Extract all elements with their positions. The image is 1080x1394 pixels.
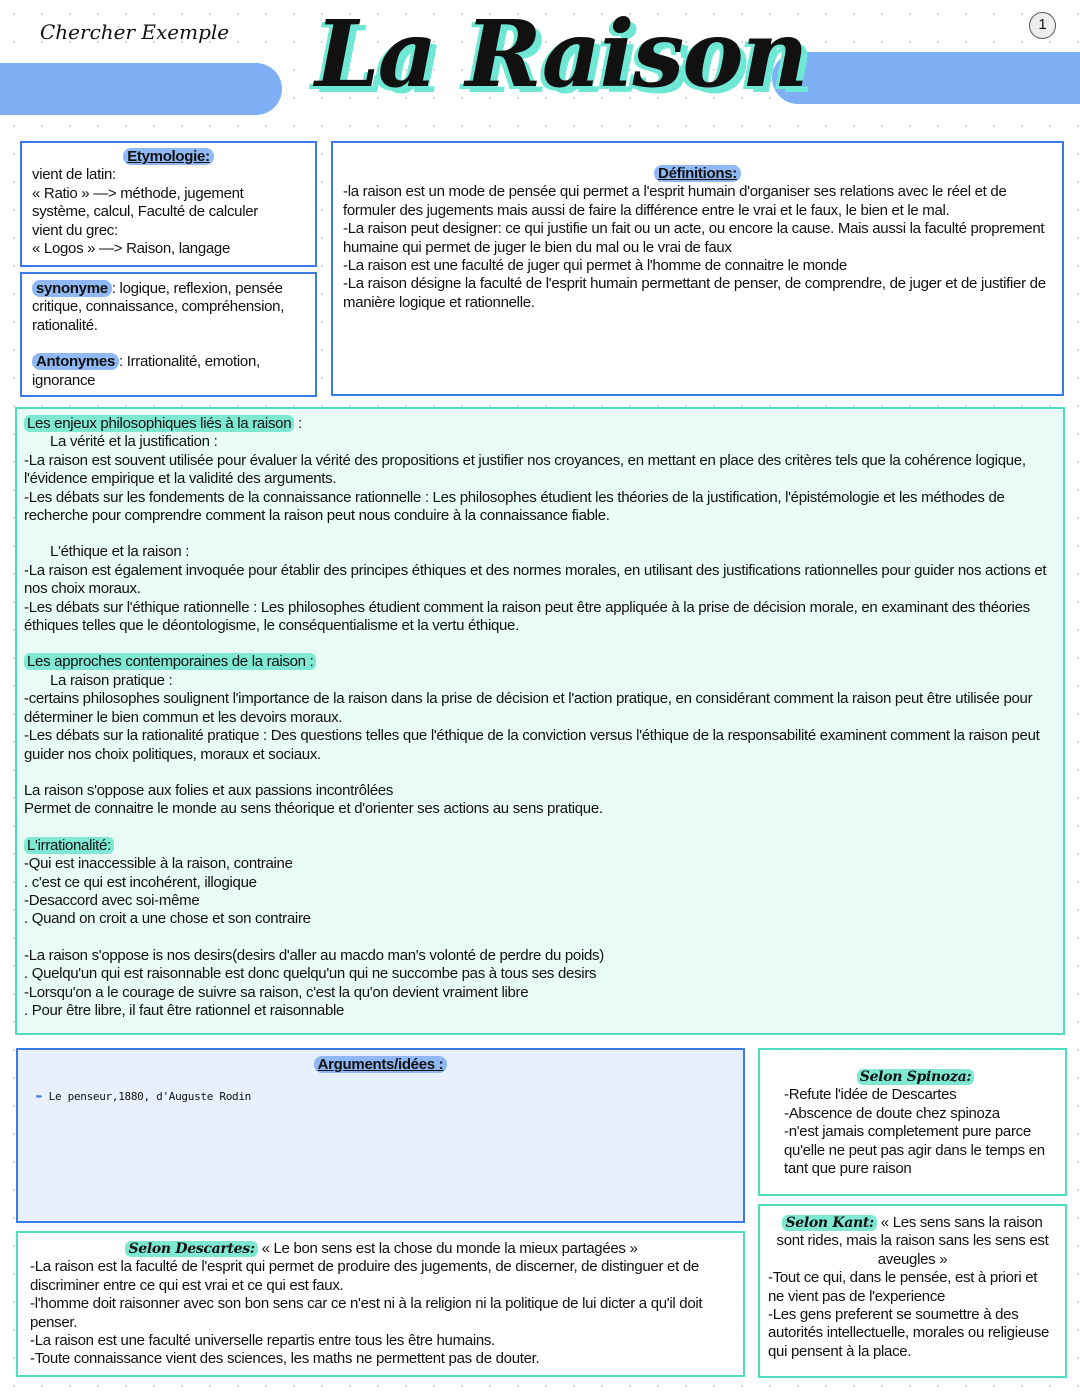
desirs-item: -Lorsqu'on a le courage de suivre sa raison, c'est la qu'on devient vraiment libre: [24, 983, 529, 1001]
synonyms-text: [32, 280, 305, 335]
main-notes-box: Les enjeux philosophiques liés à la raison : La vérité et la justification : -La raison est souvent utilisée pour évaluer la vérité des propositions et justifier nos croyances, en mettant en place des critères tels que la cohérence logique, l'évidence empirique et la validité des arguments. -Les débats sur les fondements de la connaissance rationnelle : Les philosophes étudient les théories de la justification, l'épistémologie et les méthodes de recherche pour comprendre comment la raison peut nous conduire à la connaissance fiable. L'éthique et la raison : -La raison est également invoquée pour établir des principes éthiques et des normes morales, en utilisant des justifications rationnelles pour guider nos actions et nos choix moraux. -Les débats sur l'éthique rationnelle : Les philosophes étudient comment la raison peut être appliquée à la prise de décision morale, en examinant des théories éthiques telles que le déontologisme, le conséquentialisme et la vertu éthique. Les approches contemporaines de la raison : La raison pratique : -certains philosophes soulignent l'importance de la raison dans la prise de décision et l'action pratique, en considérant comment la raison peut être utilisée pour déterminer le bien commun et les devoirs moraux. -Les débats sur la rationalité pratique : Des questions telles que l'éthique de la conviction versus l'éthique de la responsabilité examinent comment la raison peut guider nos choix politiques, moraux et sociaux. La raison s'oppose aux folies et aux passions incontrôlées Permet de connaitre le monde au sens théorique et d'orienter ses actions au sens pratique. L'irrationalité: -Qui est inaccessible à la raison, contraine . c'est ce qui est incohérent, illogique -Desaccord avec soi-même . Quand on croit a une chose et son contraire -La raison s'oppose is nos desirs(desirs d'aller au macdo man's volonté de perdre du poids) . Quelqu'un qui est raisonnable est donc quelqu'un qui ne succombe pas à tous ses desirs -Lorsqu'on a le courage de suivre sa raison, c'est la qu'on devient vraiment libre . Pour être libre, il faut être rationnel et raisonnable: [15, 407, 1065, 1035]
synonyms-box: [20, 272, 317, 397]
antonyms-text: [32, 353, 305, 390]
definition-item: -la raison est un mode de pensée qui permet a l'esprit humain d'organiser ses relations avec le réel et de formuler des jugements mais aussi de faire la différence entre le vrai et le faux, le bien et le mal.: [343, 183, 1007, 219]
definitions-title: Définitions:: [654, 165, 741, 182]
spinoza-item: -Abscence de doute chez spinoza: [784, 1104, 1000, 1122]
spinoza-item: -Refute l'idée de Descartes: [784, 1086, 957, 1104]
definition-item: -La raison peut designer: ce qui justifie un fait ou un acte, ou encore la cause. Mais aussi la faculté proprement humaine qui permet de juger le bien du mal ou le vrai de faux: [343, 220, 1045, 256]
descartes-title: Selon Descartes:: [125, 1241, 257, 1257]
arguments-title: Arguments/idées :: [314, 1056, 448, 1073]
etymology-box: [20, 141, 317, 267]
antonyms-list: : Irrationalité, emotion, ignorance: [32, 353, 260, 389]
descartes-quote: « Le bon sens est la chose du monde la mieux partagées »: [261, 1240, 638, 1257]
header-banner-right: [772, 52, 1080, 104]
descartes-quote-line: [30, 1240, 733, 1258]
definitions-box: [331, 141, 1064, 396]
header-note: Chercher Exemple: [40, 20, 230, 44]
irrationalite-title: L'irrationalité:: [24, 837, 114, 854]
kant-item: -Les gens preferent se soumettre à des autorités intellectuelle, morales ou religieuse qui pensent à la place.: [768, 1306, 1050, 1360]
arguments-item: [28, 1088, 733, 1106]
antonyms-label: Antonymes: [32, 353, 119, 370]
spinoza-title: Selon Spinoza:: [857, 1069, 974, 1085]
enjeux-item: -La raison est souvent utilisée pour évaluer la vérité des propositions et justifier nos croyances, en mettant en place des critères tels que la cohérence logique, l'évidence empirique et la validité des arguments.: [24, 451, 1026, 488]
header-banner-left: [0, 63, 282, 115]
desirs-item: . Quelqu'un qui est raisonnable est donc quelqu'un qui ne succombe pas à tous ses desirs: [24, 965, 597, 983]
approches-bullet: La raison pratique :: [50, 671, 173, 689]
page-number: 1: [1029, 12, 1056, 39]
approches-title: Les approches contemporaines de la raison :: [24, 653, 316, 670]
etymology-line: vient du grec:: [32, 221, 118, 239]
page-title: La Raison: [315, 0, 807, 108]
oppose-line: Permet de connaitre le monde au sens théorique et d'orienter ses actions au sens pratique.: [24, 800, 603, 818]
kant-item: -Tout ce qui, dans le pensée, est à priori et ne vient pas de l'experience: [768, 1269, 1038, 1305]
kant-quote: « Les sens sans la raison sont rides, mais la raison sans les sens est aveugles »: [776, 1214, 1049, 1268]
enjeux-title: Les enjeux philosophiques liés à la raison: [24, 415, 294, 432]
approches-item: -Les débats sur la rationalité pratique : Des questions telles que l'éthique de la conviction versus l'éthique de la responsabilité examinent comment la raison peut guider nos choix politiques, moraux et sociaux.: [24, 727, 1040, 763]
arrow-icon: ➨: [36, 1090, 49, 1104]
etymology-line: système, calcul, Faculté de calculer: [32, 203, 258, 221]
enjeux-bullet-2: L'éthique et la raison :: [50, 543, 190, 561]
desirs-item: -La raison s'oppose is nos desirs(desirs d'aller au macdo man's volonté de perdre du poids): [24, 946, 604, 964]
descartes-item: -La raison est la faculté de l'esprit qui permet de produire des jugements, de discerner, de distinguer et de discriminer entre ce qui est vrai et ce qui est faux.: [30, 1258, 699, 1294]
etymology-title: Etymologie:: [123, 148, 214, 165]
spinoza-item: -n'est jamais completement pure parce qu'elle ne peut pas agir dans le temps en tant que pure raison: [784, 1123, 1045, 1178]
arguments-item-text: Le penseur,1880, d'Auguste Rodin: [48, 1090, 251, 1104]
descartes-item: -l'homme doit raisonner avec son bon sens car ce n'est ni à la religion ni la politique de lui dicter a qu'il doit penser.: [30, 1295, 703, 1331]
desirs-item: . Pour être libre, il faut être rationnel et raisonnable: [24, 1001, 345, 1019]
definition-item: -La raison est une faculté de juger qui permet à l'homme de connaitre le monde: [343, 257, 847, 275]
kant-box: [758, 1204, 1067, 1378]
irrationalite-item: -Qui est inaccessible à la raison, contraine: [24, 855, 293, 873]
descartes-box: [16, 1231, 745, 1377]
irrationalite-item: . c'est ce qui est incohérent, illogique: [24, 873, 257, 891]
descartes-item: -Toute connaissance vient des sciences, les maths ne permettent pas de douter.: [30, 1350, 540, 1368]
kant-title: Selon Kant:: [782, 1215, 876, 1231]
irrationalite-item: . Quand on croit a une chose et son contraire: [24, 910, 311, 928]
enjeux-item: -La raison est également invoquée pour établir des principes éthiques et des normes morales, en utilisant des justifications rationnelles pour guider nos actions et nos choix moraux.: [24, 561, 1047, 598]
etymology-line: vient de latin:: [32, 166, 116, 184]
enjeux-bullet-1: La vérité et la justification :: [50, 433, 218, 451]
etymology-line: « Logos » —> Raison, langage: [32, 240, 230, 258]
enjeux-item: -Les débats sur les fondements de la connaissance rationnelle : Les philosophes étudient les théories de la justification, l'épistémologie et les méthodes de recherche pour comprendre comment la raison peut nous conduire à la connaissance fiable.: [24, 488, 1005, 525]
irrationalite-item: -Desaccord avec soi-même: [24, 891, 200, 909]
spinoza-box: [758, 1048, 1067, 1196]
descartes-item: -La raison est une faculté universelle repartis entre tous les être humains.: [30, 1332, 495, 1350]
oppose-line: La raison s'oppose aux folies et aux passions incontrôlées: [24, 781, 394, 799]
etymology-line: « Ratio » —> méthode, jugement: [32, 184, 244, 202]
definition-item: -La raison désigne la faculté de l'esprit humain permettant de penser, de comprendre, de juger et de justifier de manière logique et rationnelle.: [343, 275, 1046, 311]
arguments-box: [16, 1048, 745, 1223]
synonyms-label: synonyme: [32, 280, 112, 297]
synonyms-list: : logique, reflexion, pensée critique, connaissance, compréhension, rationalité.: [32, 280, 285, 334]
enjeux-item: -Les débats sur l'éthique rationnelle : Les philosophes étudient comment la raison peut être appliquée à la prise de décision morale, en examinant des théories éthiques telles que le déontologisme, le conséquentialisme et la vertu éthique.: [24, 598, 1030, 635]
approches-item: -certains philosophes soulignent l'importance de la raison dans la prise de décision et l'action pratique, en considérant comment la raison peut être utilisée pour déterminer le bien commun et les devoirs moraux.: [24, 690, 1033, 726]
kant-quote-line: [768, 1214, 1057, 1269]
